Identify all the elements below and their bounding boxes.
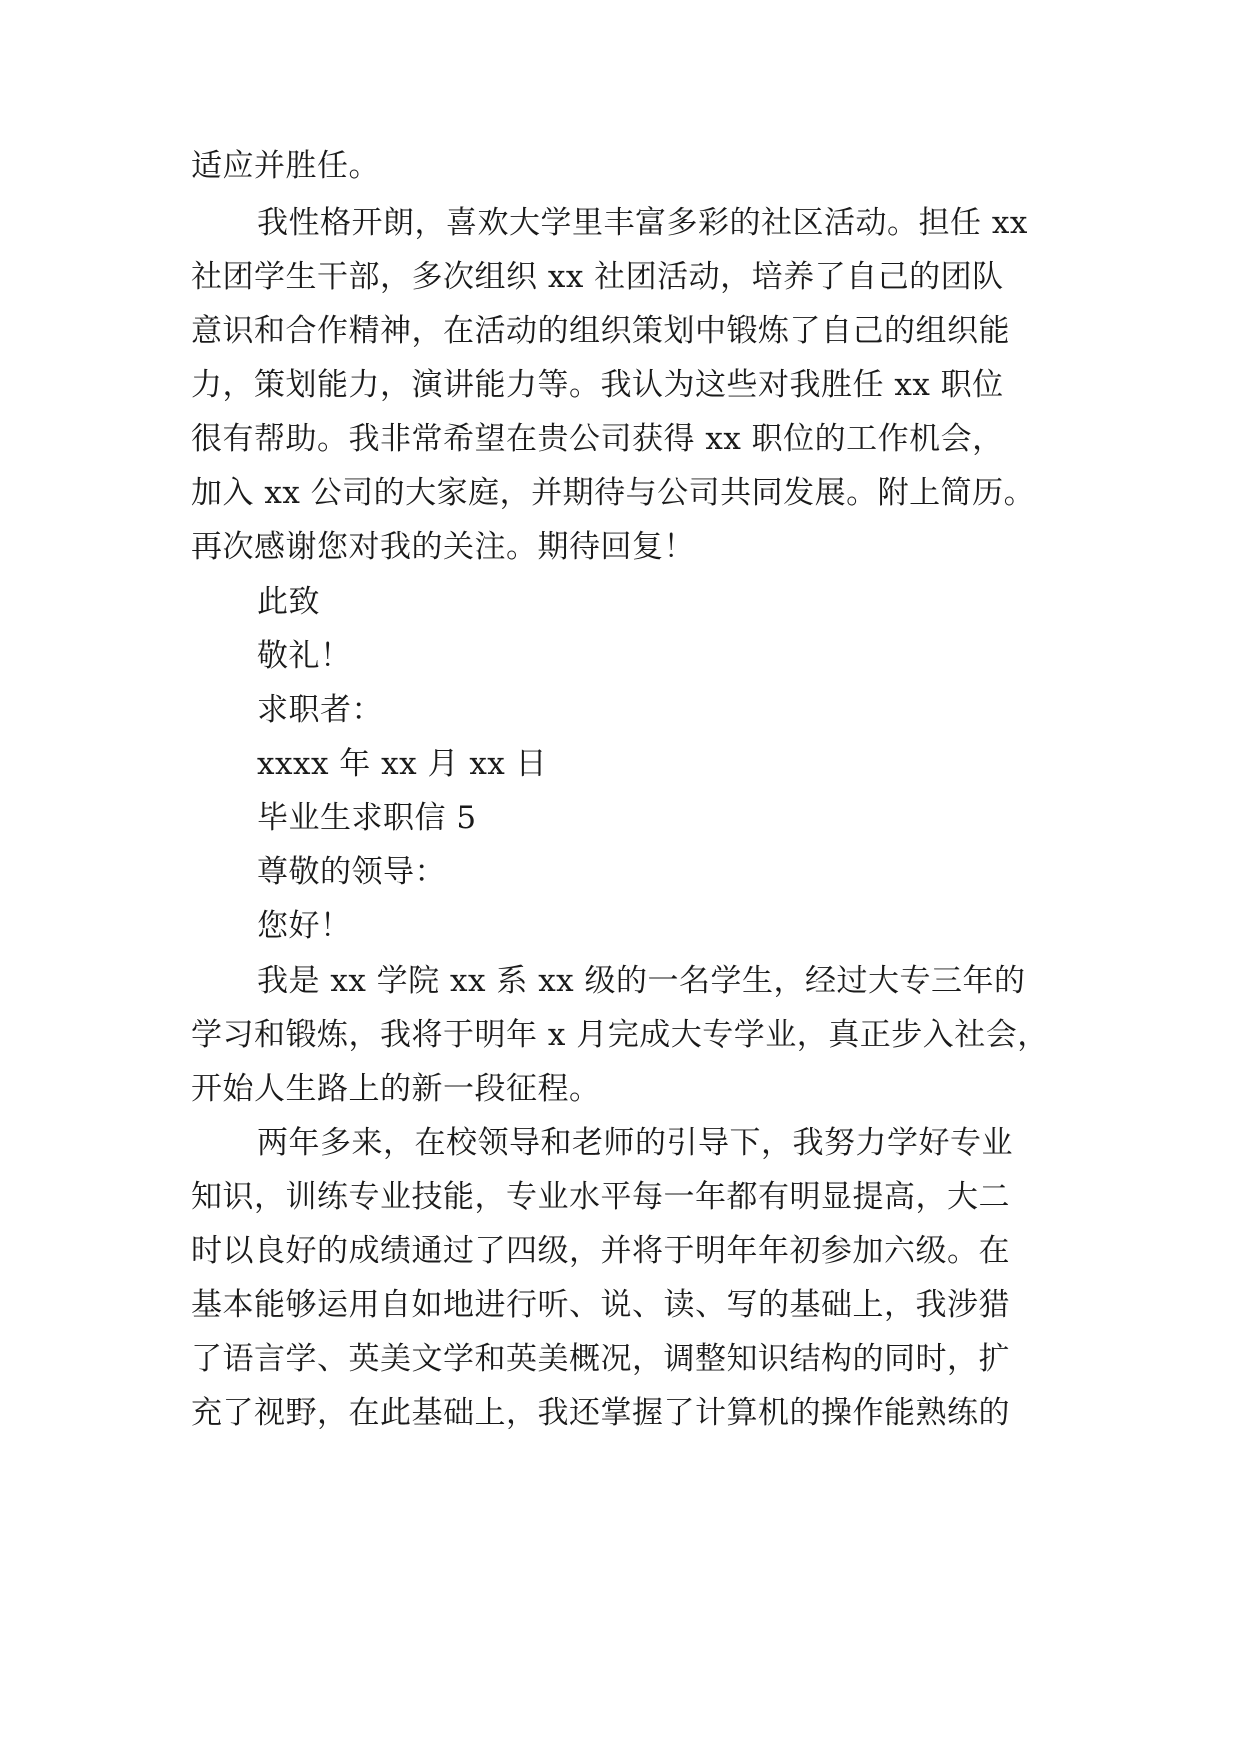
- text-line: 基本能够运用自如地进行听、说、读、写的基础上，我涉猎: [191, 1287, 1010, 1323]
- paragraph-first-line: 两年多来，在校领导和老师的引导下，我努力学好专业: [257, 1125, 1013, 1161]
- text-line: 加入 xx 公司的大家庭，并期待与公司共同发展。附上简历。: [191, 475, 1036, 511]
- text-line: 充了视野，在此基础上，我还掌握了计算机的操作能熟练的: [191, 1395, 1010, 1431]
- text-line: 了语言学、英美文学和英美概况，调整知识结构的同时，扩: [191, 1341, 1010, 1377]
- closing-line: 此致: [257, 584, 320, 620]
- text-line: 学习和锻炼，我将于明年 x 月完成大专学业，真正步入社会，: [191, 1017, 1049, 1053]
- paragraph-first-line: 我是 xx 学院 xx 系 xx 级的一名学生，经过大专三年的: [257, 963, 1026, 999]
- text-line: 时以良好的成绩通过了四级，并将于明年年初参加六级。在: [191, 1233, 1010, 1269]
- text-line: 社团学生干部，多次组织 xx 社团活动，培养了自己的团队: [191, 259, 1004, 295]
- paragraph-first-line: 我性格开朗，喜欢大学里丰富多彩的社区活动。担任 xx: [257, 205, 1028, 241]
- text-line: 适应并胜任。: [191, 148, 380, 184]
- greeting: 您好！: [257, 908, 352, 944]
- text-line: 意识和合作精神，在活动的组织策划中锻炼了自己的组织能: [191, 313, 1010, 349]
- salutation: 尊敬的领导：: [257, 854, 446, 890]
- text-line: 知识，训练专业技能，专业水平每一年都有明显提高，大二: [191, 1179, 1010, 1215]
- text-line: 开始人生路上的新一段征程。: [191, 1071, 601, 1107]
- section-heading: 毕业生求职信 5: [257, 800, 477, 836]
- date-line: xxxx 年 xx 月 xx 日: [257, 746, 548, 782]
- closing-salutation: 敬礼！: [257, 638, 352, 674]
- text-line: 很有帮助。我非常希望在贵公司获得 xx 职位的工作机会，: [191, 421, 1004, 457]
- signature-label: 求职者：: [257, 692, 383, 728]
- text-line: 力，策划能力，演讲能力等。我认为这些对我胜任 xx 职位: [191, 367, 1004, 403]
- text-line: 再次感谢您对我的关注。期待回复！: [191, 529, 695, 565]
